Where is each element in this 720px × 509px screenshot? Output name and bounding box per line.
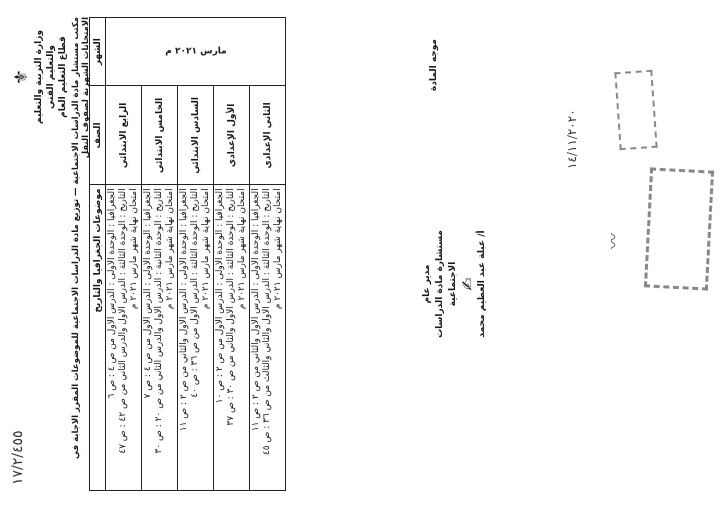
office-name: مكتب مستشار مادة الدراسات الاجتماعية bbox=[71, 17, 81, 185]
grade-cell: الرابع الابتدائي bbox=[106, 86, 142, 185]
month-cell bbox=[106, 18, 286, 86]
topic-line: التاريخ : الوحدة الثالثة : الدرس الأول والثاني والثالث من ص ٣٦ : ص ٤٥ bbox=[262, 188, 272, 456]
topic-line: امتحان نهاية شهر مارس ٢٠٢١ م bbox=[273, 188, 283, 310]
topic-line: امتحان نهاية شهر مارس ٢٠٢١ م bbox=[201, 188, 211, 310]
rectangular-seal-icon bbox=[644, 167, 714, 290]
topic-line: امتحان نهاية شهر مارس ٢٠٢١ م bbox=[129, 188, 139, 310]
topic-line: الجغرافيا : الوحدة الأولى : الدرس الأول من ص ٤ : ص ٧ bbox=[143, 188, 153, 399]
eagle-emblem-icon: ⚜ bbox=[11, 68, 32, 86]
table-row bbox=[214, 18, 250, 491]
header-grade: الصف bbox=[90, 86, 106, 185]
sector-name: قطاع التعليم العام bbox=[58, 36, 68, 118]
reference-number-text: ١٧/٢/٤٥٥ bbox=[10, 430, 26, 485]
subject-supervisor-label: موجه المادة bbox=[429, 39, 439, 92]
topics-cell bbox=[178, 185, 214, 491]
topics-cell bbox=[250, 185, 286, 491]
topic-line: التاريخ : الوحدة الثانية : الدرس الأول والدرس الثاني من ص ٢٠ : ص ٣٠ bbox=[154, 188, 164, 454]
handwritten-signature-icon: 〰 bbox=[604, 232, 623, 249]
topic-line: التاريخ : الوحدة الثالثة : الدرس الأول والدرس الثاني من ص ٤٢ : ص ٤٧ bbox=[118, 188, 128, 454]
topic-line: التاريخ : الوحدة الثالثة : الدرس الأول والثاني من ص ٣٠ : ص ٣٧ bbox=[226, 188, 236, 426]
topics-cell bbox=[214, 185, 250, 491]
signature-block bbox=[421, 209, 489, 359]
table-row bbox=[142, 18, 178, 491]
table-header-row bbox=[90, 18, 106, 491]
letterhead bbox=[13, 17, 69, 137]
topic-line: الجغرافيا : الوحدة الأولى : الدرس الأول من ص ٤ : ص ٦ bbox=[107, 188, 117, 399]
grade-cell: الخامس الابتدائي bbox=[142, 86, 178, 185]
topics-cell bbox=[142, 185, 178, 491]
topic-line: امتحان نهاية شهر مارس ٢٠٢١ م bbox=[237, 188, 247, 310]
grade-cell: الثاني الإعدادي bbox=[250, 86, 286, 185]
topic-line: التاريخ : الوحدة الثالثة : الدرس الأول من ص ٣٦ : ص ٤٠ bbox=[190, 188, 200, 398]
scanned-document-page bbox=[5, 9, 715, 499]
ministry-name: وزارة التربية والتعليم والتعليم الفني bbox=[34, 29, 56, 125]
grade-cell: الأول الإعدادي bbox=[214, 86, 250, 185]
title-text: توزيع مادة الدراسات الاجتماعية للموضوعات المقرر الاجابة في الامتحانات الشهرية لصفوف النقل bbox=[71, 17, 91, 459]
topic-line: امتحان نهاية شهر مارس ٢٠٢١ م bbox=[165, 188, 175, 310]
grade-cell: السادس الابتدائي bbox=[178, 86, 214, 185]
table-row bbox=[178, 18, 214, 491]
table-row bbox=[106, 18, 142, 491]
header-month: الشهر bbox=[90, 18, 106, 86]
signature-mark-icon: ✍ bbox=[458, 277, 477, 291]
handwritten-reference-number bbox=[11, 430, 25, 485]
topic-line: الجغرافيا : الوحدة الأولى : الدرس الأول والثاني من ص ٢ : ص ١١ bbox=[179, 188, 189, 432]
sign-title-advisor: مستشارة مادة الدراسات الاجتماعية bbox=[435, 230, 458, 338]
document-title: مكتب مستشار مادة الدراسات الاجتماعية — توزيع مادة الدراسات الاجتماعية للموضوعات المقرر الاجابة في الامتحانات الشهرية لصفوف النقل bbox=[71, 17, 91, 459]
handwritten-date-text: ١٤/١١/٢٠٢٠ bbox=[565, 109, 579, 169]
office-stamp-icon bbox=[614, 70, 657, 150]
signatory-name: أ/ عبلة عبد العظيم محمد bbox=[477, 230, 487, 338]
topic-line: الجغرافيا : الوحدة الأولى : الدرس الأول من ص ٢ : ص ١٠ bbox=[215, 188, 225, 404]
handwritten-date bbox=[565, 109, 579, 169]
month-label: مارس ٢٠٢١ م bbox=[164, 46, 227, 57]
topics-cell bbox=[106, 185, 142, 491]
header-topics: موضوعات الجغرافيا والتاريخ bbox=[90, 185, 106, 491]
exam-schedule-table bbox=[89, 17, 286, 491]
table-row bbox=[250, 18, 286, 491]
sign-title-general-director: مدير عام bbox=[422, 264, 432, 304]
topic-line: الجغرافيا : الوحدة الأولى : الدرس الأول والثاني من ص ٢ : ص ١١ bbox=[251, 188, 261, 432]
